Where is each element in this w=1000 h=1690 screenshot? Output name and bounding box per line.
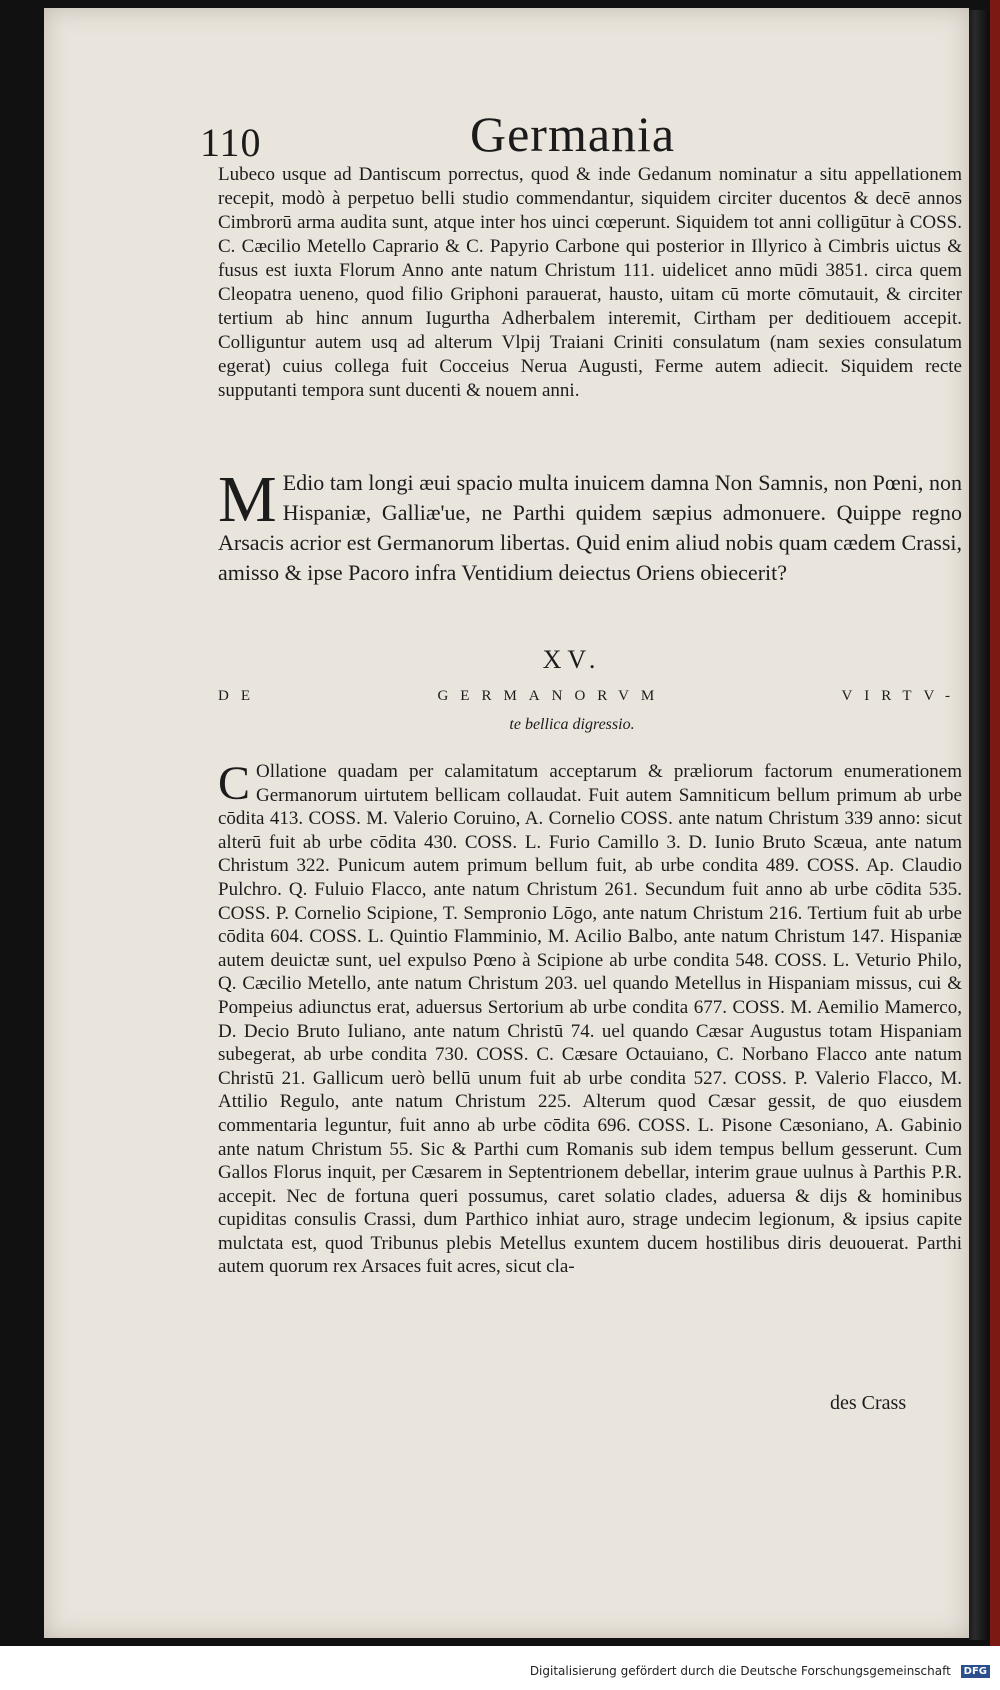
paragraph-3 [218, 757, 962, 1279]
footer-credit: Digitalisierung gefördert durch die Deutsche Forschungsgemeinschaft [529, 1664, 951, 1678]
footer [0, 1664, 990, 1678]
drop-cap-c: C [218, 757, 251, 810]
drop-cap-m: M [218, 463, 277, 536]
catchword: des Crass [830, 1392, 907, 1414]
running-title: Germania [470, 106, 676, 162]
page-header [200, 105, 900, 165]
chapter-subtitle: te bellica digressio. [509, 716, 635, 733]
chapter-title: DE GERMANORVM VIRTV- [218, 688, 962, 704]
binding-strip [990, 0, 1000, 1646]
paragraph-2 [218, 463, 962, 588]
chapter-number: XV. [542, 645, 602, 674]
paragraph-3-text: Ollatione quadam per calamitatum acceptarum & præliorum factorum enumerationem Germanorum uirtutem bellicam collaudat. Fuit autem Samniticum bellum primum ab urbe cōdita 413. COSS. M. Valerio Coruino, A. Cornelio COSS. ante natum Christum 339 anno: sicut alterū fuit ab urbe cōdita 430. COSS. L. Furio Camillo 3. D. Iunio Bruto Scæua, ante natum Christum 322. Punicum autem primum bellum fuit, ab urbe condita 489. COSS. Ap. Claudio Pulchro. Q. Fuluio Flacco, ante natum Christum 261. Secundum fuit anno ab urbe cōdita 535. COSS. P. Cornelio Scipione, T. Sempronio Lōgo, ante natum Christum 216. Tertium fuit ab urbe cōdita 604. COSS. L. Quintio Flamminio, M. Acilio Balbo, ante natum Christum 147. Hispaniæ autem deuictæ sunt, uel expulso Pœno à Scipione ab urbe condita 548. COSS. L. Veturio Philo, Q. Cæcilio Metello, ante natum Christum 203. uel quando Metellus in Hispaniam missus, cui & Pompeius adiunctus erat, aduersus Sertorium ab urbe condita 677. COSS. M. Aemilio Mamerco, D. Decio Bruto Iuliano, ante natum Christū 74. uel quando Cæsar Augustus totam Hispaniam subegerat, ab urbe condita 730. COSS. C. Cæsare Octauiano, C. Norbano Flacco ante natum Christū 21. Gallicum uerò bellū unum fuit ab urbe condita 527. COSS. P. Valerio Flacco, M. Attilio Regulo, ante natum Christum 225. Alterum quod Cæsar gessit, de quo eiusdem commentaria leguntur, fuit anno ab urbe cōdita 696. COSS. L. Pisone Cæsoniano, A. Gabinio ante natum Christum 55. Sic & Parthi cum Romanis sub idem tempus bellum gesserunt. Cum Gallos Florus inquit, per Cæsarem in Septentrionem debellar, interim graue uulnus à Parthis P.R. accepit. Nec de fortuna queri possumus, caret solatio clades, aduersa & dijs & hominibus cupiditas consulis Crassi, dum Parthico inhiat auro, strage undecim legionum, & ipsius capite mulctata est, quod Tribunus plebis Metellus exuntem ducem hostilibus diris deuouerat. Parthi autem quorum rex Arsaces fuit acres, sicut cla- [218, 761, 962, 1278]
paragraph-2-text: Edio tam longi æui spacio multa inuicem damna Non Samnis, non Pœni, non Hispaniæ, Galliæ'ue, ne Parthi quidem sæpius admonuere. Quippe regno Arsacis acrior est Germanorum libertas. Quid enim aliud nobis quam cædem Crassi, amisso & ipse Pacoro infra Ventidium deiectus Oriens obiecerit? [218, 470, 962, 585]
page-number: 110 [200, 120, 262, 165]
book-edge [969, 10, 989, 1640]
dfg-logo: DFG [961, 1665, 990, 1678]
paragraph-1: Lubeco usque ad Dantiscum porrectus, quod & inde Gedanum nominatur a situ appellationem recepit, modò à perpetuo belli studio commendantur, siquidem circiter ducentos & decē annos Cimbrorū arma audita sunt, atque inter hos uinci cœperunt. Siquidem tot anni colligūtur à COSS. C. Cæcilio Metello Caprario & C. Papyrio Carbone qui posterior in Illyrico à Cimbris uictus & fusus est iuxta Florum Anno ante natum Christum 111. uidelicet anno mūdi 3851. circa quem Cleopatra ueneno, quod filio Griphoni parauerat, hausto, uitam cū morte cōmutauit, & circiter tertium ab hinc annum Iugurtha Adherbalem interemit, Cirtham per deditiouem accepit. Colliguntur autem usq ad alterum Vlpij Traiani Criniti consulatum (nam sexies consulatum egerat) cuius collega fuit Cocceius Nerua Augusti, Ferme autem adiecit. Siquidem recte supputanti tempora sunt ducenti & nouem anni. [218, 164, 962, 401]
